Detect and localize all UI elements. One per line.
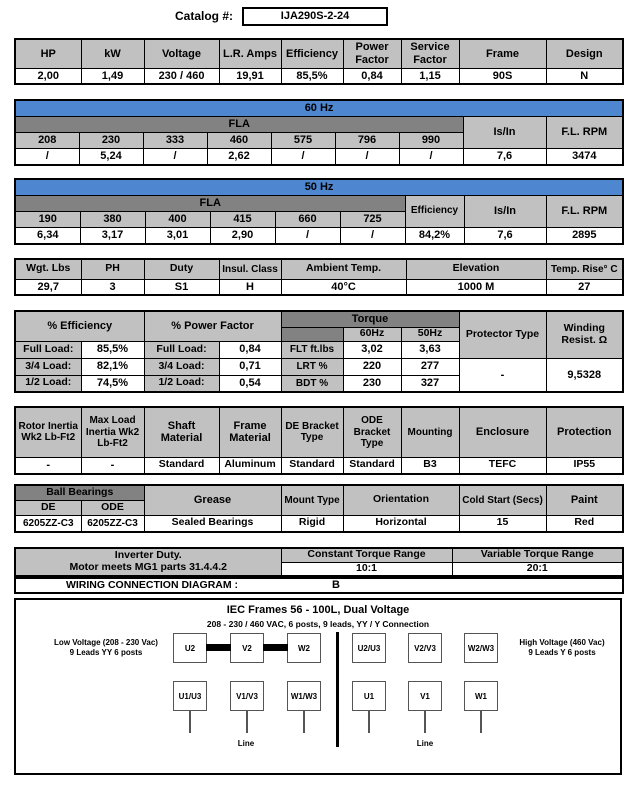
terminal-box-w2: W2 <box>287 633 321 663</box>
protector-type-label: Protector Type <box>459 311 546 358</box>
line-label-left: Line <box>237 739 255 748</box>
terminal-box-w1w3: W1/W3 <box>287 681 321 711</box>
torque-section-title: Torque <box>281 311 459 327</box>
torque-60-value: 220 <box>343 358 401 375</box>
paint-label: Paint <box>546 485 623 515</box>
terminal-box-u2u3: U2/U3 <box>352 633 386 663</box>
mech-value-max-load-inertia: - <box>81 457 144 474</box>
spec-table <box>14 38 624 85</box>
general-value-weight: 29,7 <box>15 279 81 295</box>
spec-value-kw: 1,49 <box>81 68 144 84</box>
bearing-ode-value: 6205ZZ-C3 <box>81 515 144 532</box>
pf-row-label: Full Load: <box>144 341 219 358</box>
fla-60-value: / <box>399 148 463 165</box>
fla-50-value: 3,17 <box>80 227 145 244</box>
winding-resist-value: 9,5328 <box>546 358 623 392</box>
line-lead <box>246 711 248 733</box>
eff-50-value: 84,2% <box>405 227 464 244</box>
mech-header-enclosure: Enclosure <box>459 407 546 457</box>
terminal-box-w1: W1 <box>464 681 498 711</box>
volt-50-col: 660 <box>275 211 340 227</box>
spec-header-lr-amps: L.R. Amps <box>219 39 281 68</box>
torque-50-value: 327 <box>401 375 459 392</box>
fla-50-value: 6,34 <box>15 227 80 244</box>
pf-row-value: 0,71 <box>219 358 281 375</box>
spec-value-hp: 2,00 <box>15 68 81 84</box>
bearings-table <box>14 484 624 533</box>
bearing-ode-label: ODE <box>81 500 144 515</box>
terminal-box-v1v3: V1/V3 <box>230 681 264 711</box>
jumper-bar <box>263 644 288 651</box>
fla-50-label: FLA <box>15 195 405 211</box>
spec-header-frame: Frame <box>459 39 546 68</box>
pf-row-label: 1/2 Load: <box>144 375 219 392</box>
eff-row-value: 74,5% <box>81 375 144 392</box>
general-header-temp-rise: Temp. Rise° C <box>546 259 623 279</box>
eff-row-label: 3/4 Load: <box>15 358 81 375</box>
inverter-duty-line2: Motor meets MG1 parts 31.4.4.2 <box>69 561 228 573</box>
spec-header-design: Design <box>546 39 623 68</box>
torque-col-60hz: 60Hz <box>343 327 401 341</box>
torque-60-value: 230 <box>343 375 401 392</box>
line-lead <box>189 711 191 733</box>
general-table <box>14 258 624 296</box>
inverter-table <box>14 547 624 577</box>
general-header-ph: PH <box>81 259 144 279</box>
fla-60-value: / <box>271 148 335 165</box>
line-lead <box>303 711 305 733</box>
mech-value-ode-bracket: Standard <box>343 457 401 474</box>
bearing-de-value: 6205ZZ-C3 <box>15 515 81 532</box>
mech-value-mounting: B3 <box>401 457 459 474</box>
spec-header-efficiency: Efficiency <box>281 39 343 68</box>
mech-value-shaft-material: Standard <box>144 457 219 474</box>
general-value-ambient: 40°C <box>281 279 406 295</box>
mech-header-mounting: Mounting <box>401 407 459 457</box>
constant-torque-label: Constant Torque Range <box>281 548 452 562</box>
terminal-box-w2w3: W2/W3 <box>464 633 498 663</box>
volt-60-col: 333 <box>143 132 207 148</box>
fla-60-value: / <box>143 148 207 165</box>
isin-60-value: 7,6 <box>463 148 546 165</box>
general-value-ph: 3 <box>81 279 144 295</box>
eff-row-value: 82,1% <box>81 358 144 375</box>
general-header-ambient: Ambient Temp. <box>281 259 406 279</box>
pf-row-value: 0,54 <box>219 375 281 392</box>
power-factor-section-title: % Power Factor <box>144 311 281 341</box>
line-label-right: Line <box>416 739 434 748</box>
wiring-diagram-box <box>14 598 622 775</box>
pf-row-label: 3/4 Load: <box>144 358 219 375</box>
spec-header-power-factor: Power Factor <box>343 39 401 68</box>
volt-50-col: 725 <box>340 211 405 227</box>
mech-header-shaft-material: Shaft Material <box>144 407 219 457</box>
variable-torque-value: 20:1 <box>452 562 623 576</box>
table-60hz <box>14 99 624 166</box>
general-header-elevation: Elevation <box>406 259 546 279</box>
wiring-diagram-value: B <box>288 578 623 593</box>
spec-value-voltage: 230 / 460 <box>144 68 219 84</box>
general-header-weight: Wgt. Lbs <box>15 259 81 279</box>
eff-row-value: 85,5% <box>81 341 144 358</box>
diagram-divider <box>336 632 339 747</box>
bearing-de-label: DE <box>15 500 81 515</box>
spec-value-power-factor: 0,84 <box>343 68 401 84</box>
terminal-box-v2v3: V2/V3 <box>408 633 442 663</box>
spec-value-service-factor: 1,15 <box>401 68 459 84</box>
mech-header-ode-bracket: ODE Bracket Type <box>343 407 401 457</box>
torque-50-value: 3,63 <box>401 341 459 358</box>
torque-50-value: 277 <box>401 358 459 375</box>
mount-type-value: Rigid <box>281 515 343 532</box>
rpm-60-value: 3474 <box>546 148 623 165</box>
mech-value-frame-material: Aluminum <box>219 457 281 474</box>
mech-header-protection: Protection <box>546 407 623 457</box>
catalog-header <box>175 6 636 26</box>
spec-header-hp: HP <box>15 39 81 68</box>
inverter-duty-note <box>15 548 281 576</box>
fla-50-value: / <box>275 227 340 244</box>
fla-60-value: 5,24 <box>79 148 143 165</box>
band-50hz: 50 Hz <box>15 179 623 195</box>
volt-50-col: 400 <box>145 211 210 227</box>
protector-type-value: - <box>459 358 546 392</box>
mech-value-rotor-inertia: - <box>15 457 81 474</box>
spec-value-lr-amps: 19,91 <box>219 68 281 84</box>
catalog-number: IJA290S-2-24 <box>242 7 388 26</box>
rpm-50-value: 2895 <box>546 227 623 244</box>
pf-row-value: 0,84 <box>219 341 281 358</box>
cold-start-label: Cold Start (Secs) <box>459 485 546 515</box>
isin-50-label: Is/In <box>464 195 546 227</box>
volt-60-col: 208 <box>15 132 79 148</box>
constant-torque-value: 10:1 <box>281 562 452 576</box>
mech-header-de-bracket: DE Bracket Type <box>281 407 343 457</box>
general-value-insul: H <box>219 279 281 295</box>
volt-50-col: 415 <box>210 211 275 227</box>
volt-60-col: 796 <box>335 132 399 148</box>
mount-type-label: Mount Type <box>281 485 343 515</box>
volt-50-col: 190 <box>15 211 80 227</box>
general-header-duty: Duty <box>144 259 219 279</box>
low-voltage-label: Low Voltage (208 - 230 Vac) 9 Leads YY 6 posts <box>54 638 158 658</box>
general-value-elevation: 1000 M <box>406 279 546 295</box>
volt-60-col: 575 <box>271 132 335 148</box>
mech-value-de-bracket: Standard <box>281 457 343 474</box>
inverter-duty-line1: Inverter Duty. <box>114 549 182 562</box>
torque-spacer-cell <box>281 327 343 341</box>
fla-60-label: FLA <box>15 116 463 132</box>
rpm-60-label: F.L. RPM <box>546 116 623 148</box>
torque-col-50hz: 50Hz <box>401 327 459 341</box>
mech-value-protection: IP55 <box>546 457 623 474</box>
mech-header-frame-material: Frame Material <box>219 407 281 457</box>
eff-row-label: 1/2 Load: <box>15 375 81 392</box>
grease-value: Sealed Bearings <box>144 515 281 532</box>
torque-row-label: LRT % <box>281 358 343 375</box>
general-header-insul: Insul. Class <box>219 259 281 279</box>
line-lead <box>480 711 482 733</box>
line-lead <box>424 711 426 733</box>
winding-resist-label: Winding Resist. Ω <box>546 311 623 358</box>
isin-60-label: Is/In <box>463 116 546 148</box>
spec-header-kw: kW <box>81 39 144 68</box>
fla-60-value: / <box>335 148 399 165</box>
paint-value: Red <box>546 515 623 532</box>
mech-header-max-load-inertia: Max Load Inertia Wk2 Lb-Ft2 <box>81 407 144 457</box>
jumper-bar <box>206 644 231 651</box>
wiring-row <box>14 577 624 594</box>
isin-50-value: 7,6 <box>464 227 546 244</box>
table-50hz <box>14 178 624 245</box>
spec-value-frame: 90S <box>459 68 546 84</box>
performance-table <box>14 310 624 393</box>
general-value-duty: S1 <box>144 279 219 295</box>
fla-50-value: 2,90 <box>210 227 275 244</box>
terminal-box-v1: V1 <box>408 681 442 711</box>
grease-label: Grease <box>144 485 281 515</box>
volt-50-col: 380 <box>80 211 145 227</box>
catalog-label: Catalog #: <box>175 9 234 23</box>
terminal-box-u1: U1 <box>352 681 386 711</box>
fla-50-value: / <box>340 227 405 244</box>
spec-header-voltage: Voltage <box>144 39 219 68</box>
mech-header-rotor-inertia: Rotor Inertia Wk2 Lb-Ft2 <box>15 407 81 457</box>
volt-60-col: 230 <box>79 132 143 148</box>
spec-value-design: N <box>546 68 623 84</box>
cold-start-value: 15 <box>459 515 546 532</box>
diagram-subtitle: 208 - 230 / 460 VAC, 6 posts, 9 leads, YY / Y Connection <box>206 619 430 629</box>
wiring-diagram-label: WIRING CONNECTION DIAGRAM : <box>15 578 288 593</box>
orientation-label: Orientation <box>343 485 459 515</box>
terminal-box-v2: V2 <box>230 633 264 663</box>
fla-50-value: 3,01 <box>145 227 210 244</box>
fla-60-value: / <box>15 148 79 165</box>
variable-torque-label: Variable Torque Range <box>452 548 623 562</box>
volt-60-col: 460 <box>207 132 271 148</box>
terminal-box-u1u3: U1/U3 <box>173 681 207 711</box>
high-voltage-label: High Voltage (460 Vac) 9 Leads Y 6 posts <box>519 638 605 658</box>
general-value-temp-rise: 27 <box>546 279 623 295</box>
spec-header-service-factor: Service Factor <box>401 39 459 68</box>
terminal-box-u2: U2 <box>173 633 207 663</box>
torque-row-label: BDT % <box>281 375 343 392</box>
spec-value-efficiency: 85,5% <box>281 68 343 84</box>
fla-60-value: 2,62 <box>207 148 271 165</box>
volt-60-col: 990 <box>399 132 463 148</box>
ball-bearings-title: Ball Bearings <box>15 485 144 500</box>
band-60hz: 60 Hz <box>15 100 623 116</box>
efficiency-section-title: % Efficiency <box>15 311 144 341</box>
rpm-50-label: F.L. RPM <box>546 195 623 227</box>
orientation-value: Horizontal <box>343 515 459 532</box>
torque-row-label: FLT ft.lbs <box>281 341 343 358</box>
mech-value-enclosure: TEFC <box>459 457 546 474</box>
line-lead <box>368 711 370 733</box>
diagram-title: IEC Frames 56 - 100L, Dual Voltage <box>226 604 410 616</box>
mechanical-table <box>14 406 624 475</box>
eff-row-label: Full Load: <box>15 341 81 358</box>
eff-50-label: Efficiency <box>405 195 464 227</box>
torque-60-value: 3,02 <box>343 341 401 358</box>
